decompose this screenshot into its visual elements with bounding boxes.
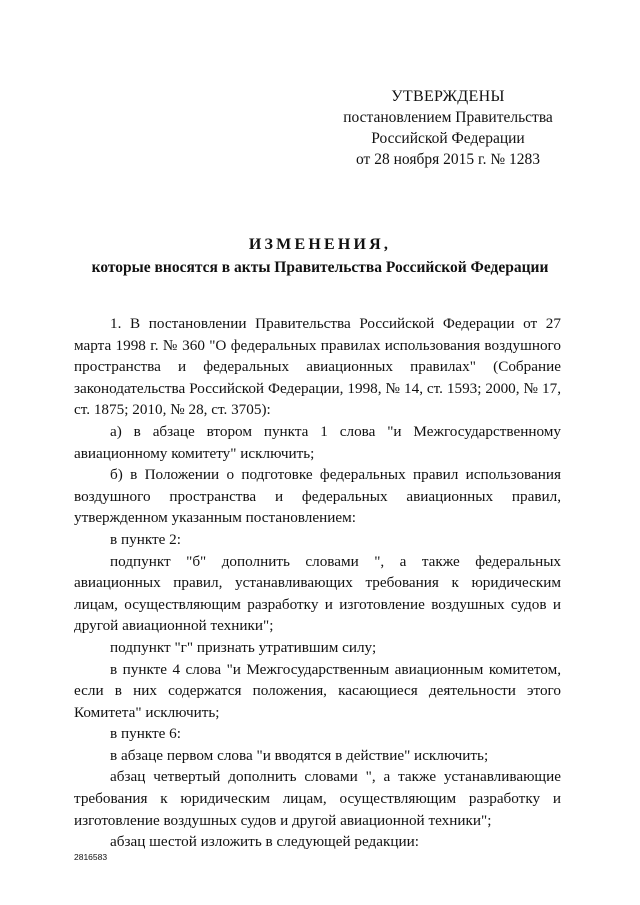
approval-stamp: [320, 86, 576, 170]
document-body: [74, 313, 561, 853]
paragraph-10: абзац четвертый дополнить словами ", а также устанавливающие требования к юридическим лицам, осуществляющим разработку и изготовление воздушных судов и другой авиационной техники";: [74, 768, 561, 829]
approval-line-1: постановлением Правительства: [343, 109, 553, 126]
approval-heading: УТВЕРЖДЕНЫ: [391, 88, 505, 105]
paragraph-6: подпункт "г" признать утратившим силу;: [110, 638, 377, 656]
paragraph-7: в пункте 4 слова "и Межгосударственным авиационным комитетом, если в них содержатся положения, касающиеся деятельности этого Комитета" исключить;: [74, 660, 561, 721]
paragraph-9: в абзаце первом слова "и вводятся в действие" исключить;: [110, 746, 489, 764]
paragraph-11: абзац шестой изложить в следующей редакции:: [110, 833, 419, 851]
paragraph-3: б) в Положении о подготовке федеральных правил использования воздушного пространства и федеральных авиационных правил, утвержденном указанным постановлением:: [74, 466, 561, 527]
approval-line-2: Российской Федерации: [371, 130, 525, 147]
document-number: 2816583: [74, 852, 108, 862]
paragraph-2: а) в абзаце втором пункта 1 слова "и Межгосударственному авиационному комитету" исключить;: [74, 422, 561, 462]
paragraph-4: в пункте 2:: [110, 530, 181, 548]
approval-line-3: от 28 ноября 2015 г. № 1283: [356, 151, 540, 168]
paragraph-5: подпункт "б" дополнить словами ", а также федеральных авиационных правил, устанавливающих требования к юридическим лицам, осуществляющим разработку и изготовление воздушных судов и другой авиационной техники";: [74, 552, 561, 635]
document-subtitle: которые вносятся в акты Правительства Российской Федерации: [91, 259, 549, 276]
paragraph-8: в пункте 6:: [110, 725, 181, 743]
document-title: ИЗМЕНЕНИЯ,: [248, 236, 392, 253]
paragraph-1: 1. В постановлении Правительства Российской Федерации от 27 марта 1998 г. № 360 "О федеральных правилах использования воздушного пространства и федеральных авиационных правилах" (Собрание законодательства Российской Федерации, 1998, № 14, ст. 1593; 2000, № 17, ст. 1875; 2010, № 28, ст. 3705):: [74, 315, 561, 419]
